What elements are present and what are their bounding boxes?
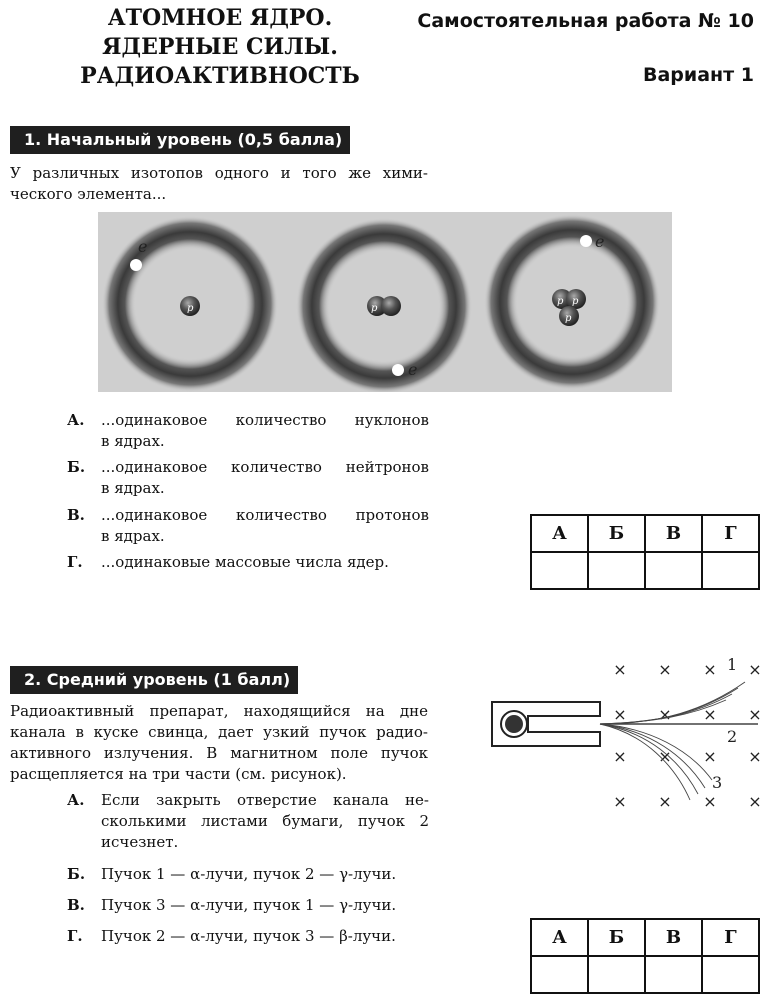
electron-label: e [138, 237, 148, 256]
answer-header: Г [702, 515, 759, 552]
field-mark: × [658, 705, 672, 724]
option-text-line: Пучок 2 — α-лучи, пучок 3 — β-лучи. [101, 927, 396, 945]
answer-header: Б [588, 515, 645, 552]
page-title [60, 4, 380, 91]
option-letter: Б. [67, 865, 86, 883]
option-text-line: Если закрыть отверстие канала не- [101, 791, 429, 809]
q1-option-d [67, 552, 429, 574]
option-letter: В. [67, 506, 85, 524]
field-mark: × [613, 660, 627, 679]
q1-level-badge: 1. Начальный уровень (0,5 балла) [10, 126, 350, 154]
field-mark: × [748, 747, 762, 766]
beam-label-3: 3 [712, 773, 723, 792]
option-letter: А. [67, 411, 85, 429]
q1-option-b [67, 457, 429, 501]
field-mark: × [613, 747, 627, 766]
answer-cell-a[interactable] [531, 552, 588, 589]
field-mark: × [658, 747, 672, 766]
q1-answer-table [530, 514, 760, 590]
field-mark: × [748, 792, 762, 811]
electron-label: e [408, 360, 418, 379]
option-letter: А. [67, 791, 85, 809]
q2-text-line: расщепляется на три части (см. рисунок). [10, 765, 347, 783]
field-mark: × [613, 705, 627, 724]
q2-option-c [67, 895, 429, 917]
q2-answer-table [530, 918, 760, 994]
electron [130, 259, 142, 271]
q2-level-badge: 2. Средний уровень (1 балл) [10, 666, 298, 694]
answer-cell-a[interactable] [531, 956, 588, 993]
title-line: ЯДЕРНЫЕ СИЛЫ. [102, 34, 338, 60]
field-mark: × [703, 792, 717, 811]
option-letter: В. [67, 896, 85, 914]
q1-text [10, 163, 428, 205]
q2-text-line: активного излучения. В магнитном поле пучок [10, 744, 428, 762]
title-line: АТОМНОЕ ЯДРО. [107, 5, 333, 31]
option-text-line: исчезнет. [101, 833, 179, 851]
proton-label: p [557, 296, 564, 307]
answer-header: В [645, 515, 702, 552]
field-mark: × [703, 705, 717, 724]
field-mark: × [748, 660, 762, 679]
proton-label: p [565, 313, 572, 324]
beam-label-1: 1 [727, 655, 738, 674]
proton-label: p [187, 303, 194, 314]
proton-label: p [572, 296, 579, 307]
q1-option-a [67, 410, 429, 454]
beam-label-2: 2 [727, 727, 738, 746]
option-text-line: ...одинаковое количество нейтронов [101, 458, 429, 476]
answer-cell-d[interactable] [702, 552, 759, 589]
field-mark: × [658, 660, 672, 679]
q2-option-b [67, 864, 429, 886]
q1-option-c [67, 505, 429, 549]
option-letter: Б. [67, 458, 86, 476]
answer-cell-c[interactable] [645, 956, 702, 993]
option-text-line: ...одинаковое количество протонов [101, 506, 429, 524]
option-text-line: ...одинаковое количество нуклонов [101, 411, 429, 429]
answer-cell-b[interactable] [588, 552, 645, 589]
option-text-line: Пучок 3 — α-лучи, пучок 1 — γ-лучи. [101, 896, 397, 914]
electron [392, 364, 404, 376]
q2-text [10, 701, 428, 785]
q1-text-line: У различных изотопов одного и того же хими- [10, 164, 428, 182]
q1-text-line: ческого элемента... [10, 185, 167, 203]
field-mark: × [613, 792, 627, 811]
field-mark: × [658, 792, 672, 811]
answer-header: Г [702, 919, 759, 956]
field-mark: × [703, 660, 717, 679]
q2-option-a [67, 790, 429, 856]
answer-header: В [645, 919, 702, 956]
electron [580, 235, 592, 247]
proton-label: p [371, 303, 378, 314]
answer-cell-d[interactable] [702, 956, 759, 993]
option-text-line: сколькими листами бумаги, пучок 2 [101, 812, 429, 830]
q2-option-d [67, 926, 429, 948]
option-text-line: Пучок 1 — α-лучи, пучок 2 — γ-лучи. [101, 865, 397, 883]
q2-text-line: канала в куске свинца, дает узкий пучок радио- [10, 723, 428, 741]
answer-header: А [531, 919, 588, 956]
field-mark: × [703, 747, 717, 766]
q2-text-line: Радиоактивный препарат, находящийся на дне [10, 702, 428, 720]
answer-cell-c[interactable] [645, 552, 702, 589]
option-letter: Г. [67, 927, 83, 945]
option-text-line: в ядрах. [101, 432, 165, 450]
radioactive-sample [505, 715, 523, 733]
work-number: Самостоятельная работа № 10 [417, 10, 754, 32]
field-mark: × [748, 705, 762, 724]
neutron [381, 296, 401, 316]
answer-header: Б [588, 919, 645, 956]
variant-label: Вариант 1 [642, 64, 754, 86]
magnetic-field-figure [490, 650, 765, 815]
answer-cell-b[interactable] [588, 956, 645, 993]
option-text-line: в ядрах. [101, 527, 165, 545]
option-letter: Г. [67, 553, 83, 571]
option-text-line: ...одинаковые массовые числа ядер. [101, 553, 389, 571]
option-text-line: в ядрах. [101, 479, 165, 497]
title-line: РАДИОАКТИВНОСТЬ [80, 63, 360, 89]
electron-label: e [595, 232, 605, 251]
isotopes-figure [98, 212, 672, 392]
answer-header: А [531, 515, 588, 552]
